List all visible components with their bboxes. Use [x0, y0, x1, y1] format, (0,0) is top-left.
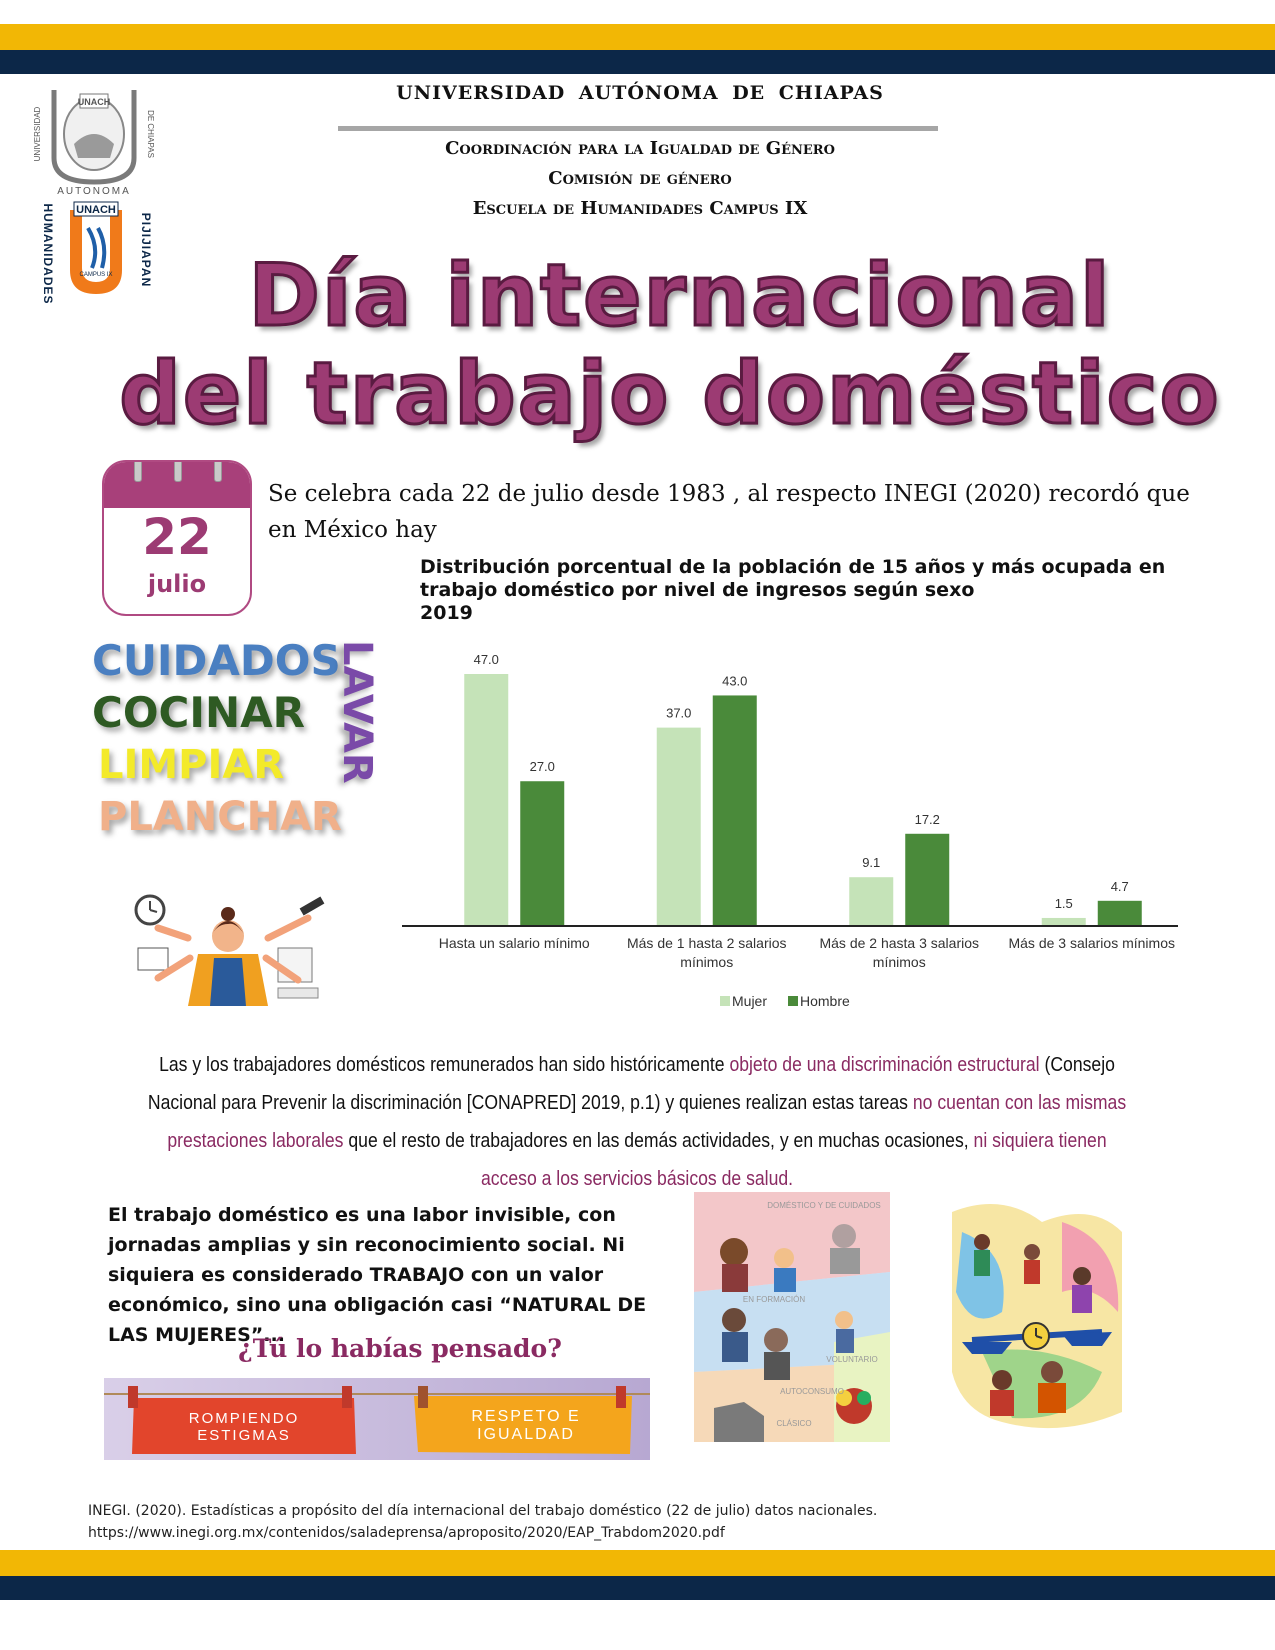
word-planchar: PLANCHAR [98, 794, 342, 840]
data-label-mujer-0: 47.0 [473, 652, 499, 667]
bar-mujer-2 [849, 877, 893, 926]
data-label-hombre-0: 27.0 [529, 759, 555, 775]
header-line-2: Comisión de género [548, 168, 732, 189]
para-part-1: Las y los trabajadores domésticos remunerados han sido históricamente [159, 1054, 730, 1076]
legend-swatch-hombre [788, 996, 798, 1006]
calendar-day: 22 [142, 508, 212, 566]
main-title-line-1: Día internacional [248, 246, 1112, 346]
legend-swatch-mujer [720, 996, 730, 1006]
para-highlight-3: ni siquiera tienen acceso a los servicios básicos de salud. [480, 1130, 1107, 1190]
data-label-mujer-3: 1.5 [1054, 895, 1073, 911]
calendar-icon [102, 460, 252, 616]
para-part-3: que el resto de trabajadores en las demás actividades, y en muchas ocasiones, [343, 1130, 974, 1152]
word-lavar: LAVAR [334, 640, 380, 784]
top-navy-band [0, 50, 1275, 74]
legend-label-hombre: Hombre [800, 993, 850, 1009]
invisible-labor-text: El trabajo doméstico es una labor invisible, con jornadas amplias y sin reconocimiento social. Ni siquiera es considerado TRABAJO con un valor económico, sino una obligación casi “NATURAL DE LAS MUJERES”... [108, 1204, 647, 1346]
chart-title-year: 2019 [420, 602, 473, 624]
chart-title [420, 556, 1200, 625]
calendar-month: julio [147, 570, 207, 598]
data-label-hombre-3: 4.7 [1110, 878, 1129, 894]
bottom-navy-band [0, 1576, 1275, 1600]
bar-hombre-1 [713, 695, 757, 926]
infographic-label-3: VOLUNTARIO [826, 1355, 878, 1364]
header-line-3: Escuela de Humanidades Campus IX [472, 198, 808, 219]
humanidades-logo [30, 198, 158, 310]
chart-title-main: Distribución porcentual de la población de 15 años y más ocupada en trabajo doméstico por nivel de ingresos según sexo [420, 556, 1166, 601]
intro-text: Se celebra cada 22 de julio desde 1983 , al respecto INEGI (2020) recordó que en México hay [268, 481, 1190, 543]
bar-hombre-3 [1098, 901, 1142, 926]
infographic-label-1: DOMÉSTICO Y DE CUIDADOS [767, 1201, 881, 1210]
word-limpiar: LIMPIAR [98, 742, 285, 788]
bottom-yellow-band [0, 1550, 1275, 1576]
category-label-0: Hasta un salario mínimo [438, 935, 590, 951]
humanidades-campus-text: CAMPUS IX [79, 272, 113, 278]
banner-left-label: ROMPIENDO ESTIGMAS [188, 1410, 300, 1444]
seal-arc-left: UNIVERSIDAD [33, 106, 42, 162]
reference-citation: INEGI. (2020). Estadísticas a propósito del día internacional del trabajo doméstico (22 de julio) datos nacionales. https://www.inegi.org.mx/contenidos/saladeprensa/aproposito/2020/EAP_Trabdom2020.pdf [88, 1503, 878, 1541]
data-label-mujer-1: 37.0 [666, 705, 692, 721]
humanidades-left-text: HUMANIDADES [41, 203, 55, 305]
seal-center-text: UNACH [77, 97, 111, 107]
category-label-3: Más de 3 salarios mínimos [1008, 935, 1175, 951]
category-label-2: Más de 2 hasta 3 salarios mínimos [819, 935, 980, 970]
bar-hombre-0 [520, 781, 564, 926]
word-cocinar: COCINAR [92, 688, 305, 737]
word-cuidados: CUIDADOS [92, 636, 341, 685]
humanidades-top-text: UNACH [76, 204, 116, 216]
university-name: UNIVERSIDAD AUTÓNOMA DE CHIAPAS [396, 82, 884, 104]
bar-mujer-3 [1042, 918, 1086, 926]
para-highlight-2: no cuentan con las mismas prestaciones laborales [167, 1092, 1127, 1152]
unach-seal-logo [30, 84, 158, 196]
seal-arc-right: DE CHIAPAS [146, 110, 155, 158]
data-label-mujer-2: 9.1 [862, 855, 881, 871]
clothesline-banners [104, 1378, 650, 1460]
main-title-line-2: del trabajo doméstico [119, 344, 1221, 444]
balance-care-illustration [942, 1192, 1130, 1438]
work-types-infographic [694, 1192, 890, 1442]
para-highlight-1: objeto de una discriminación estructural [729, 1054, 1040, 1076]
bar-mujer-0 [464, 674, 508, 926]
legend-label-mujer: Mujer [732, 993, 768, 1009]
banner-right-label: RESPETO E IGUALDAD [471, 1408, 581, 1443]
para-part-2: (Consejo Nacional para Prevenir la discriminación [CONAPRED] 2019, p.1) y quienes realizan estas tareas [147, 1054, 1115, 1114]
bar-mujer-1 [657, 728, 701, 926]
bar-chart [400, 640, 1210, 1020]
category-label-1: Más de 1 hasta 2 salarios mínimos [626, 935, 787, 970]
discrimination-paragraph [140, 1046, 1134, 1198]
seal-bottom-text: AUTONOMA [57, 186, 131, 196]
multitasking-woman-illustration [128, 888, 328, 1006]
header-divider [338, 126, 938, 131]
header-line-1: Coordinación para la Igualdad de Género [445, 138, 835, 159]
data-label-hombre-2: 17.2 [914, 811, 940, 827]
infographic-label-5: CLÁSICO [776, 1419, 812, 1428]
infographic-label-2: EN FORMACIÓN [742, 1295, 806, 1304]
top-yellow-band [0, 24, 1275, 50]
infographic-label-4: AUTOCONSUMO [780, 1387, 844, 1396]
data-label-hombre-1: 43.0 [722, 673, 748, 689]
question-text: ¿Tú lo habías pensado? [238, 1334, 562, 1363]
humanidades-right-text: PIJIJIAPAN [139, 212, 153, 288]
bar-hombre-2 [905, 834, 949, 926]
